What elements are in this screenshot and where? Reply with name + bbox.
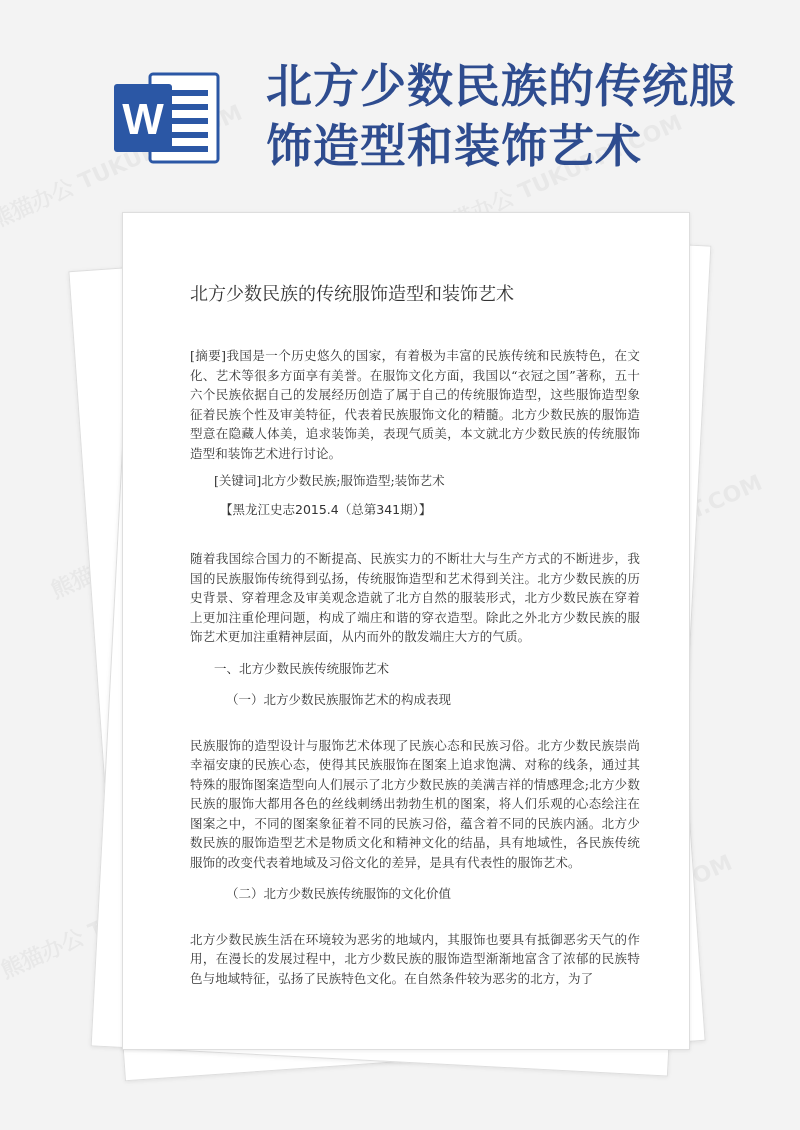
section-heading-1: 一、北方少数民族传统服饰艺术 [214,660,390,676]
body-paragraph-3: 北方少数民族生活在环境较为恶劣的地域内，其服饰也要具有抵御恶劣天气的作用，在漫长的发展过程中，北方少数民族的服饰造型渐渐地富含了浓郁的民族特色与地域特征，弘扬了民族特色文化。在自然条件较为恶劣的北方，为了 [190,931,640,986]
subsection-heading-2: （二）北方少数民族传统服饰的文化价值 [226,886,452,901]
subsection-heading-1: （一）北方少数民族服饰艺术的构成表现 [226,692,452,707]
keywords: [关键词]北方少数民族;服饰造型;装饰艺术 [214,473,445,488]
body-paragraph-2: 民族服饰的造型设计与服饰艺术体现了民族心态和民族习俗。北方少数民族崇尚幸福安康的民族心态，使得其民族服饰在图案上追求饱满、对称的线条，通过其特殊的服饰图案造型向人们展示了北方少数民族的美满吉祥的情感理念;北方少数民族的服饰大都用各色的丝线刺绣出勃勃生机的图案，将人们乐观的心态绘注在图案之中，不同的图案象征着不同的民族习俗，蕴含着不同的民族内涵。北方少数民族的服饰造型艺术是物质文化和精神文化的结晶，具有地域性，各民族传统服饰的改变代表着地域及习俗文化的差异，是具有代表性的服饰艺术。 [190,737,640,870]
document-content [190,212,640,988]
abstract: [摘要]我国是一个历史悠久的国家，有着极为丰富的民族传统和民族特色，在文化、艺术等很多方面享有美誉。在服饰文化方面，我国以“衣冠之国”著称，五十六个民族依据自己的发展经历创造了属于自己的传统服饰造型，这些服饰造型象征着民族个性及审美特征，代表着民族服饰文化的精髓。北方少数民族的服饰造型意在隐藏人体美，追求装饰美，表现气质美，本文就北方少数民族的传统服饰造型和装饰艺术进行讨论。 [190,348,640,461]
svg-text:W: W [122,95,164,144]
document-title: 北方少数民族的传统服饰造型和装饰艺术 [190,284,514,305]
journal-citation: 【黑龙江史志2015.4（总第341期）】 [220,501,432,517]
body-paragraph-1: 随着我国综合国力的不断提高、民族实力的不断壮大与生产方式的不断进步，我国的民族服饰传统得到弘扬，传统服饰造型和艺术得到关注。北方少数民族的历史背景、穿着理念及审美观念造就了北方自然的服装形式，北方少数民族在穿着上更加注重伦理问题，构成了端庄和谐的穿衣造型。除此之外北方少数民族的服饰艺术更加注重精神层面，从内而外的散发端庄大方的气质。 [190,551,640,644]
word-document-icon [112,70,222,166]
banner-title: 北方少数民族的传统服饰造型和装饰艺术 [266,59,736,173]
